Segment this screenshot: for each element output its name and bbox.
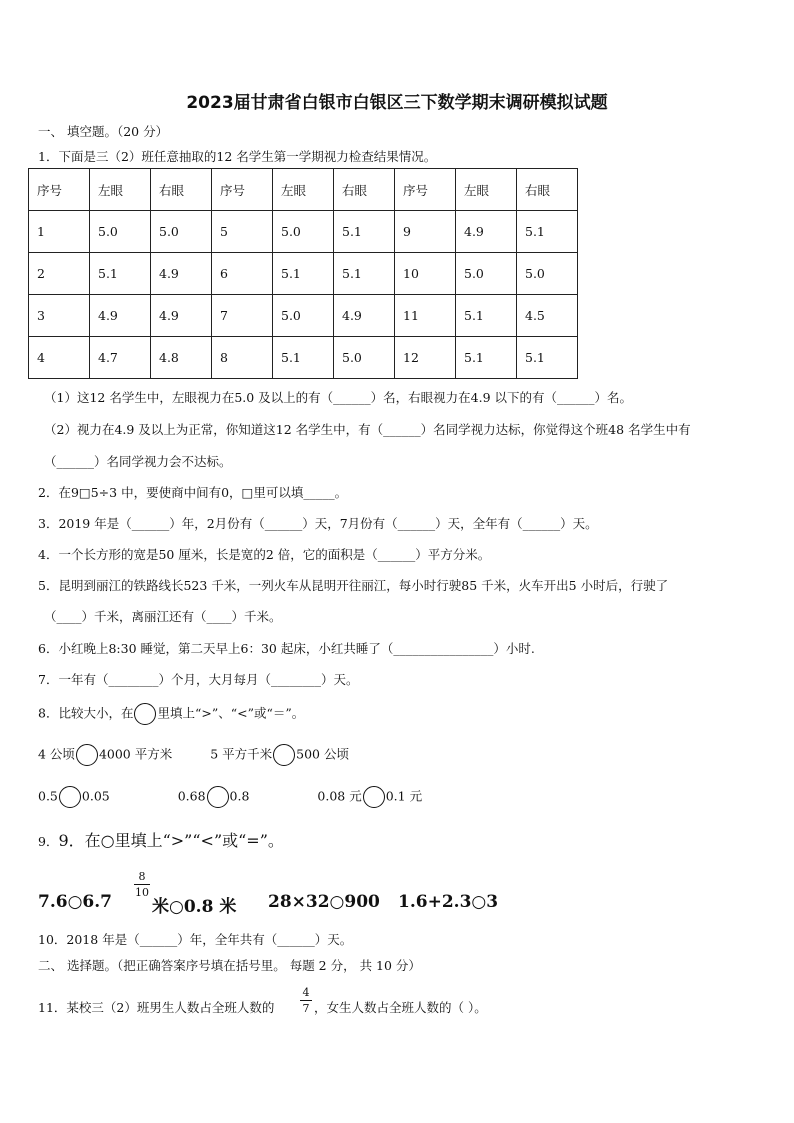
- table-cell: 4.9: [334, 295, 395, 337]
- q11-frac-den: 7: [302, 1002, 310, 1015]
- table-header-row: [29, 169, 578, 211]
- table-cell: 1: [29, 211, 90, 253]
- table-cell: 5.1: [90, 253, 151, 295]
- table-cell: 2: [29, 253, 90, 295]
- table-cell: 4.5: [517, 295, 578, 337]
- q8-r2-c1: 0.08 元: [317, 788, 362, 804]
- table-cell: 5.1: [517, 211, 578, 253]
- table-cell: 5.1: [273, 253, 334, 295]
- table-cell: 4.8: [151, 337, 212, 379]
- compare-circle[interactable]: [363, 786, 385, 808]
- table-cell: 4.9: [151, 253, 212, 295]
- compare-circle[interactable]: [273, 744, 295, 766]
- q8-r2-b2: 0.8: [229, 788, 250, 804]
- q9-frac-den: 10: [135, 886, 149, 899]
- q11-after: ，女生人数占全班人数的（ ）。: [314, 1000, 487, 1015]
- q11-before: 11．某校三（2）班男生人数占全班人数的: [38, 1000, 275, 1015]
- table-cell: 5.0: [90, 211, 151, 253]
- table-cell: 右眼: [151, 169, 212, 211]
- table-cell: 5.0: [273, 211, 334, 253]
- compare-circle: [134, 703, 156, 725]
- q7: 7．一年有（________）个月，大月每月（________）天。: [38, 672, 359, 687]
- table-row: [29, 337, 578, 379]
- table-cell: 序号: [29, 169, 90, 211]
- q9-intro-text: 9．在○里填上“>”“<”或“=”。: [58, 831, 284, 850]
- q11-fraction: [300, 986, 312, 1015]
- table-cell: 5.1: [273, 337, 334, 379]
- q8-r1-right-b: 500 公顷: [296, 746, 349, 762]
- q9-item3: 28×32○900: [268, 892, 380, 912]
- table-cell: 5.1: [517, 337, 578, 379]
- table-cell: 5.0: [456, 253, 517, 295]
- q8-intro-a: 8．比较大小，在: [38, 705, 134, 721]
- table-cell: 左眼: [456, 169, 517, 211]
- table-row: [29, 295, 578, 337]
- q8-intro-b: 里填上“>”、“<”或“＝”。: [157, 705, 305, 721]
- table-cell: 7: [212, 295, 273, 337]
- table-cell: 5.0: [273, 295, 334, 337]
- compare-circle[interactable]: [207, 786, 229, 808]
- q8-r2-a2: 0.05: [81, 788, 110, 804]
- table-cell: 9: [395, 211, 456, 253]
- q8-r2-c2: 0.1 元: [385, 788, 423, 804]
- q9-fraction: [134, 870, 150, 899]
- table-cell: 序号: [212, 169, 273, 211]
- q1-intro: 1．下面是三（2）班任意抽取的12 名学生第一学期视力检查结果情况。: [38, 149, 437, 164]
- table-cell: 11: [395, 295, 456, 337]
- q8-r1-left-b: 4000 平方米: [98, 746, 173, 762]
- q11: [38, 998, 274, 1016]
- q4: 4．一个长方形的宽是50 厘米，长是宽的2 倍，它的面积是（______）平方分米。: [38, 547, 491, 562]
- vision-table: [28, 168, 578, 379]
- table-cell: 左眼: [273, 169, 334, 211]
- table-cell: 右眼: [517, 169, 578, 211]
- table-cell: 4.9: [456, 211, 517, 253]
- table-cell: 6: [212, 253, 273, 295]
- q9-frac-num: 8: [138, 870, 146, 883]
- table-cell: 12: [395, 337, 456, 379]
- table-row: [29, 211, 578, 253]
- q9-item1: 7.6○6.7: [38, 892, 112, 912]
- q1-sub1: （1）这12 名学生中，左眼视力在5.0 及以上的有（______）名，右眼视力在4.9 以下的有（______）名。: [44, 390, 633, 405]
- q9-item4: 1.6+2.3○3: [398, 892, 499, 912]
- compare-circle[interactable]: [76, 744, 98, 766]
- q8-r1-right-a: 5 平方千米: [210, 746, 273, 762]
- table-cell: 右眼: [334, 169, 395, 211]
- table-cell: 5.0: [334, 337, 395, 379]
- table-cell: 左眼: [90, 169, 151, 211]
- table-row: [29, 253, 578, 295]
- q2: 2．在9□5÷3 中，要使商中间有0，□里可以填_____。: [38, 485, 348, 500]
- table-cell: 8: [212, 337, 273, 379]
- q9-intro: 9．9．在○里填上“>”“<”或“=”。: [38, 831, 284, 850]
- q9-item2: 米○0.8 米: [152, 897, 237, 917]
- q8-r1-left-a: 4 公顷: [38, 746, 75, 762]
- table-cell: 5.1: [456, 295, 517, 337]
- section-2-heading: 二、 选择题。（把正确答案序号填在括号里。 每题 2 分， 共 10 分）: [38, 958, 421, 973]
- table-cell: 5: [212, 211, 273, 253]
- q8-row2: [38, 786, 422, 808]
- page-title: 2023届甘肃省白银市白银区三下数学期末调研模拟试题: [186, 93, 608, 113]
- q6: 6．小红晚上8:30 睡觉，第二天早上6：30 起床，小红共睡了（________________）小时.: [38, 641, 535, 656]
- table-cell: 4.9: [90, 295, 151, 337]
- table-cell: 序号: [395, 169, 456, 211]
- q8-r2-b1: 0.68: [177, 788, 206, 804]
- table-cell: 4: [29, 337, 90, 379]
- q8-intro: [38, 703, 304, 725]
- q3: 3．2019 年是（______）年，2月份有（______）天，7月份有（______）天，全年有（______）天。: [38, 516, 598, 531]
- section-1-heading: 一、 填空题。（20 分）: [38, 124, 169, 139]
- q5-line2: （____）千米，离丽江还有（____）千米。: [44, 609, 282, 624]
- compare-circle[interactable]: [59, 786, 81, 808]
- q8-row1: [38, 744, 349, 766]
- table-cell: 4.9: [151, 295, 212, 337]
- q11-frac-num: 4: [302, 986, 310, 999]
- q1-sub2b: （______）名同学视力会不达标。: [44, 454, 232, 469]
- table-cell: 5.1: [334, 211, 395, 253]
- q8-r2-a1: 0.5: [38, 788, 58, 804]
- q10: 10．2018 年是（______）年，全年共有（______）天。: [38, 932, 353, 947]
- table-cell: 5.0: [517, 253, 578, 295]
- q5-line1: 5．昆明到丽江的铁路线长523 千米，一列火车从昆明开往丽江，每小时行驶85 千米，火车开出5 小时后，行驶了: [38, 578, 669, 593]
- table-cell: 10: [395, 253, 456, 295]
- q1-sub2a: （2）视力在4.9 及以上为正常，你知道这12 名学生中，有（______）名同学视力达标，你觉得这个班48 名学生中有: [44, 422, 691, 437]
- table-cell: 3: [29, 295, 90, 337]
- table-cell: 4.7: [90, 337, 151, 379]
- table-cell: 5.1: [456, 337, 517, 379]
- table-cell: 5.1: [334, 253, 395, 295]
- table-cell: 5.0: [151, 211, 212, 253]
